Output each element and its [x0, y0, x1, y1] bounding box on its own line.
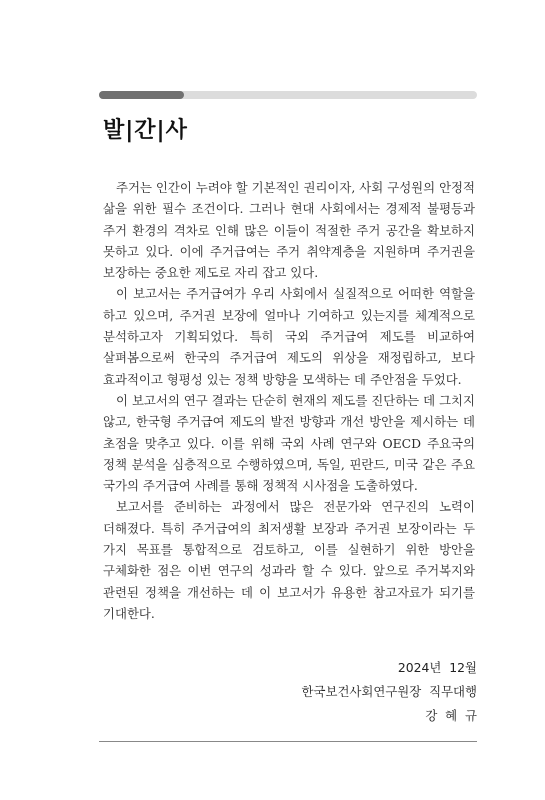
publication-date: 2024년 12월: [397, 660, 477, 675]
paragraph: 이 보고서의 연구 결과는 단순히 현재의 제도를 진단하는 데 그치지 않고, 한국형 주거급여 제도의 발전 방향과 개선 방안을 제시하는 데 초점을 맞추고 있다. 이를 위해 국외 사례 연구와 OECD 주요국의 정책 분석을 심층적으로 수행하였으며, 독일, 핀란드, 미국 같은 주요 국가의 주거급여 사례를 통해 정책적 시사점을 도출하였다.: [103, 392, 475, 494]
footer-divider: [99, 741, 477, 742]
signature-block: [302, 656, 477, 728]
page-title: 발|간|사: [103, 118, 188, 143]
signatory-name: 강 혜 규: [425, 708, 477, 723]
header-bar: [99, 91, 477, 99]
paragraph: 보고서를 준비하는 과정에서 많은 전문가와 연구진의 노력이 더해졌다. 특히 주거급여의 최저생활 보장과 주거권 보장이라는 두 가지 목표를 통합적으로 검토하고, 이를 실현하기 위한 방안을 구체화한 점은 이번 연구의 성과라 할 수 있다. 앞으로 주거복지와 관련된 정책을 개선하는 데 이 보고서가 유용한 참고자료가 되기를 기대한다.: [103, 499, 475, 621]
foreword-body: [103, 177, 475, 624]
paragraph: 주거는 인간이 누려야 할 기본적인 권리이자, 사회 구성원의 안정적 삶을 위한 필수 조건이다. 그러나 현대 사회에서는 경제적 불평등과 주거 환경의 격차로 인해 많은 이들이 적절한 주거 공간을 확보하지 못하고 있다. 이에 주거급여는 주거 취약계층을 지원하며 주거권을 보장하는 중요한 제도로 자리 잡고 있다.: [103, 180, 475, 281]
header-bar-accent: [99, 91, 184, 99]
organization-title: 한국보건사회연구원장 직무대행: [301, 684, 477, 699]
paragraph: 이 보고서는 주거급여가 우리 사회에서 실질적으로 어떠한 역할을 하고 있으며, 주거권 보장에 얼마나 기여하고 있는지를 체계적으로 분석하고자 기획되었다. 특히 국외 주거급여 제도를 비교하여 살펴봄으로써 한국의 주거급여 제도의 위상을 재정립하고, 보다 효과적이고 형평성 있는 정책 방향을 모색하는 데 주안점을 두었다.: [103, 286, 475, 387]
